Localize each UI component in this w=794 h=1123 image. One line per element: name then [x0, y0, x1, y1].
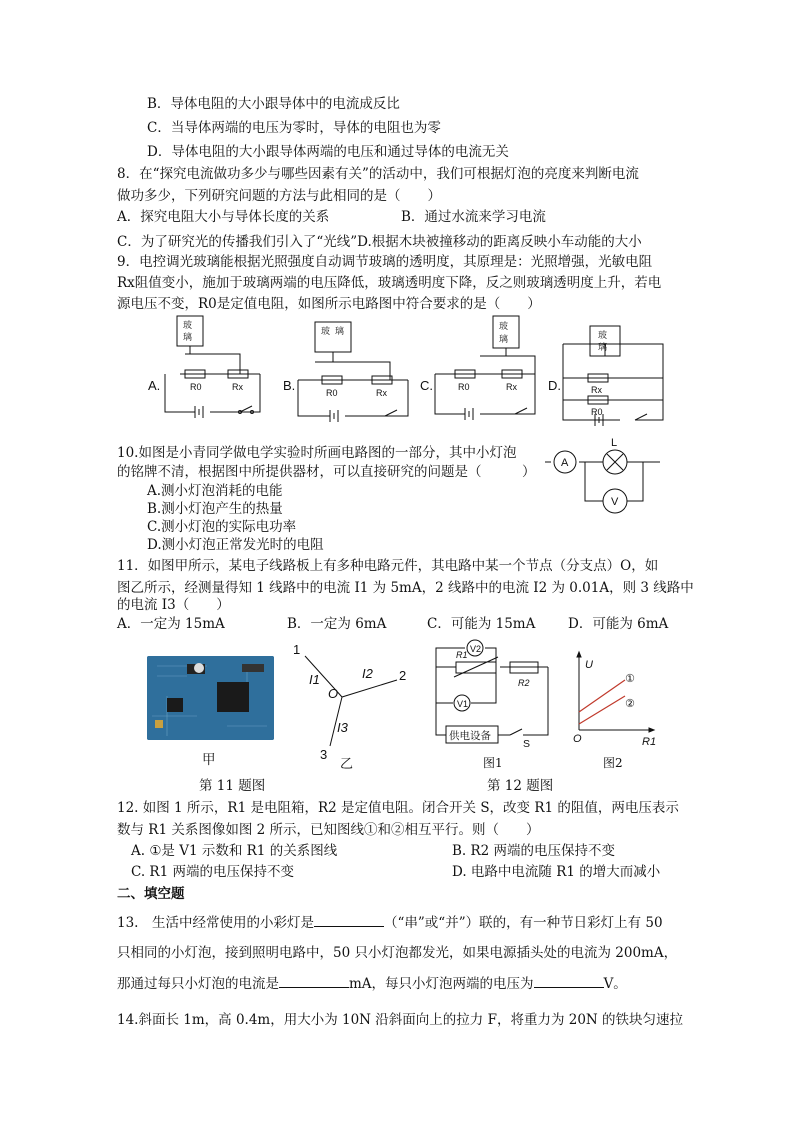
origin-label: O [573, 733, 582, 745]
i2-label: I2 [362, 666, 373, 681]
figure-2-caption: 图2 [603, 756, 623, 770]
line-1-label: ① [625, 673, 635, 685]
glass-label: 璃 [183, 332, 193, 342]
section-2-heading: 二、填空题 [117, 886, 185, 902]
q10-option-a: A.测小灯泡消耗的电能 [147, 483, 283, 499]
line-2-label: ② [625, 698, 635, 710]
glass-label: 玻 [499, 321, 509, 331]
q12-stem-1: 12. 如图 1 所示，R1 是电阻箱，R2 是定值电阻。闭合开关 S，改变 R1 的阻值，两电压表示 [117, 800, 679, 816]
q11-stem-3: 的电流 I3（ ） [117, 597, 230, 613]
q11-option-b: B．一定为 6mA [287, 616, 387, 632]
q10-option-d: D.测小灯泡正常发光时的电阻 [147, 537, 324, 553]
option-d: D．导体电阻的大小跟导体两端的电压和通过导体的电流无关 [147, 144, 509, 160]
r1-axis-label: R1 [642, 736, 657, 748]
figure-yi-label: 乙 [340, 756, 354, 771]
q9-stem-2: Rx阻值变小，施加于玻璃两端的电压降低，玻璃透明度下降，反之则玻璃透明度上升，若电 [117, 275, 662, 291]
q10-option-b: B.测小灯泡产生的热量 [147, 501, 283, 517]
v2-label: V2 [470, 644, 482, 654]
q12-option-c: C. R1 两端的电压保持不变 [131, 864, 294, 880]
q9-stem-1: 9．电控调光玻璃能根据光照强度自动调节玻璃的透明度，其原理是：光照增强，光敏电阻 [117, 254, 653, 270]
answer-blank[interactable] [534, 973, 604, 988]
q10-stem-1: 10.如图是小青同学做电学实验时所画电路图的一部分，其中小灯泡 [117, 445, 517, 461]
r0-label: R0 [458, 382, 470, 392]
q12-option-a: A. ①是 V1 示数和 R1 的关系图线 [131, 843, 338, 859]
u-axis-label: U [585, 659, 593, 671]
q11-option-a: A．一定为 15mA [117, 616, 225, 632]
r1-label: R1 [456, 650, 468, 660]
r0-label: R0 [591, 407, 603, 417]
glass-label: 璃 [335, 326, 345, 336]
q13-line-2: 只相同的小灯泡，接到照明电路中，50 只小灯泡都发光，如果电源插头处的电流为 200mA， [117, 945, 678, 961]
q13-text: V。 [603, 976, 627, 992]
rx-label: Rx [376, 388, 387, 398]
rx-label: Rx [591, 385, 602, 395]
q8-stem-1: 8．在“探究电流做功多少与哪些因素有关”的活动中，我们可根据灯泡的亮度来判断电流 [117, 166, 639, 182]
option-c: C．当导体两端的电压为零时，导体的电阻也为零 [147, 120, 441, 136]
q10-circuit-diagram [545, 432, 665, 514]
figure-12-caption: 第 12 题图 [487, 778, 554, 794]
glass-label: 玻 [183, 320, 193, 330]
q13-text: mA，每只小灯泡两端的电压为 [349, 976, 534, 992]
q10-stem-2: 的铭牌不清，根据图中所提供器材，可以直接研究的问题是（ ） [117, 464, 536, 480]
circuit-board-photo [147, 656, 274, 740]
q13-line-3 [117, 973, 627, 994]
branch-1-label: 1 [293, 642, 301, 657]
r2-label: R2 [518, 678, 530, 688]
voltmeter-label: V [611, 496, 619, 508]
q12-circuit-diagram [428, 637, 563, 749]
q11-option-d: D．可能为 6mA [568, 616, 669, 632]
lamp-label: L [611, 437, 618, 449]
graph-line-2 [579, 696, 625, 724]
node-diagram [285, 640, 415, 775]
q11-stem-2: 图乙所示，经测量得知 1 线路中的电流 I1 为 5mA，2 线路中的电流 I2 为 0.01A，则 3 线路中 [117, 580, 694, 596]
q8-option-cd: C．为了研究光的传播我们引入了“光线”D.根据木块被撞移动的距离反映小车动能的大小 [117, 234, 642, 250]
i1-label: I1 [309, 672, 320, 687]
q8-option-a: A．探究电阻大小与导体长度的关系 [117, 209, 330, 225]
q13-text: （“串”或“并”）联的，有一种节日彩灯上有 50 [383, 915, 663, 931]
v1-label: V1 [457, 699, 469, 709]
q9-option-b: B. [283, 378, 296, 393]
q9-option-a: A. [148, 378, 161, 393]
q11-option-c: C．可能为 15mA [427, 616, 536, 632]
option-b: B．导体电阻的大小跟导体中的电流成反比 [147, 96, 400, 112]
graph-line-1 [579, 680, 625, 712]
ammeter-label: A [561, 457, 569, 469]
figure-jia-label: 甲 [202, 752, 216, 768]
rx-label: Rx [506, 382, 517, 392]
figure-11-caption: 第 11 题图 [199, 778, 266, 794]
q9-option-d: D. [548, 378, 561, 393]
q14-stem: 14.斜面长 1m，高 0.4m，用大小为 10N 沿斜面向上的拉力 F，将重力为 20N 的铁块匀速拉 [117, 1012, 684, 1028]
answer-blank[interactable] [279, 973, 349, 988]
node-o-label: O [328, 686, 339, 701]
answer-blank[interactable] [314, 912, 384, 927]
q12-option-d: D. 电路中电流随 R1 的增大而减小 [452, 864, 661, 880]
figure-1-caption: 图1 [483, 756, 503, 770]
q9-option-c: C. [420, 378, 433, 393]
q9-stem-3: 源电压不变，R0是定值电阻，如图所示电路图中符合要求的是（ ） [117, 296, 541, 312]
q13-text: 13. 生活中经常使用的小彩灯是 [117, 915, 314, 931]
glass-label: 璃 [499, 334, 509, 344]
branch-3-label: 3 [320, 747, 328, 762]
branch-2-label: 2 [399, 668, 407, 683]
q8-stem-2: 做功多少，下列研究问题的方法与此相同的是（ ） [117, 188, 441, 204]
q12-stem-2: 数与 R1 关系图像如图 2 所示，已知图线①和②相互平行。则（ ） [117, 822, 540, 838]
q12-option-b: B. R2 两端的电压保持不变 [452, 843, 616, 859]
supply-label: 供电设备 [449, 730, 491, 742]
q13-text: 那通过每只小灯泡的电流是 [117, 976, 279, 992]
q12-graph [565, 650, 665, 750]
switch-label: S [523, 738, 531, 749]
q8-option-b: B．通过水流来学习电流 [401, 209, 546, 225]
glass-label: 玻 [598, 330, 608, 340]
i3-label: I3 [337, 720, 348, 735]
glass-label: 玻 [321, 326, 331, 336]
rx-label: Rx [232, 382, 243, 392]
q13-line-1 [117, 912, 663, 933]
r0-label: R0 [190, 382, 202, 392]
r0-label: R0 [326, 388, 338, 398]
q10-option-c: C.测小灯泡的实际电功率 [147, 519, 297, 535]
glass-label: 璃 [598, 342, 608, 352]
q11-stem-1: 11．如图甲所示，某电子线路板上有多种电路元件，其电路中某一个节点（分支点）O，如 [117, 558, 659, 574]
q9-circuit-diagrams [140, 312, 680, 430]
